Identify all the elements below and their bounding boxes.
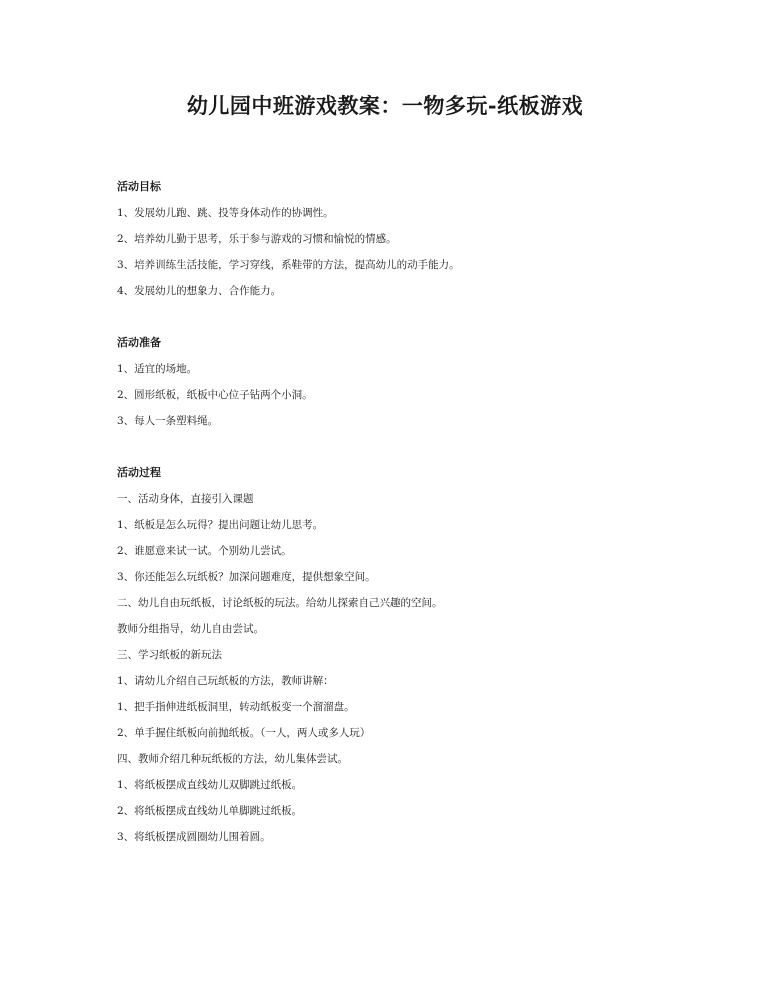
process-item: 2、单手握住纸板向前抛纸板。（一人，两人或多人玩） xyxy=(117,727,371,739)
section-activity-process xyxy=(117,466,677,856)
section-heading: 活动过程 xyxy=(117,466,161,479)
goal-item: 4、发展幼儿的想象力、合作能力。 xyxy=(117,285,282,297)
section-spacer xyxy=(117,440,677,466)
process-item: 一、活动身体，直接引入课题 xyxy=(117,493,254,505)
document-title: 幼儿园中班游戏教案：一物多玩-纸板游戏 xyxy=(186,93,584,118)
preparation-item: 3、每人一条塑料绳。 xyxy=(117,415,219,427)
process-item: 三、学习纸板的新玩法 xyxy=(117,649,222,661)
section-spacer xyxy=(117,310,677,336)
document-body xyxy=(117,180,677,856)
section-heading: 活动准备 xyxy=(117,336,161,349)
process-item: 3、将纸板摆成圆圈幼儿围着圆。 xyxy=(117,831,271,843)
goal-item: 2、培养幼儿勤于思考，乐于参与游戏的习惯和愉悦的情感。 xyxy=(117,233,397,245)
process-item: 二、幼儿自由玩纸板，讨论纸板的玩法。给幼儿探索自己兴趣的空间。 xyxy=(117,597,443,609)
section-heading: 活动目标 xyxy=(117,180,161,193)
process-item: 四、教师介绍几种玩纸板的方法，幼儿集体尝试。 xyxy=(117,753,348,765)
preparation-item: 1、适宜的场地。 xyxy=(117,363,198,375)
process-item: 1、将纸板摆成直线幼儿双脚跳过纸板。 xyxy=(117,779,303,791)
process-item: 1、把手指伸进纸板洞里，转动纸板变一个溜溜盘。 xyxy=(117,701,355,713)
process-item: 1、请幼儿介绍自己玩纸板的方法，教师讲解： xyxy=(117,675,334,687)
preparation-item: 2、圆形纸板，纸板中心位子钻两个小洞。 xyxy=(117,389,313,401)
section-activity-goals xyxy=(117,180,677,310)
process-item: 教师分组指导，幼儿自由尝试。 xyxy=(117,623,264,635)
process-item: 1、纸板是怎么玩得？提出问题让幼儿思考。 xyxy=(117,519,324,531)
process-item: 2、将纸板摆成直线幼儿单脚跳过纸板。 xyxy=(117,805,303,817)
goal-item: 3、培养训练生活技能，学习穿线，系鞋带的方法，提高幼儿的动手能力。 xyxy=(117,259,460,271)
process-item: 2、谁愿意来试一试。个别幼儿尝试。 xyxy=(117,545,292,557)
process-item: 3、你还能怎么玩纸板？加深问题难度，提供想象空间。 xyxy=(117,571,376,583)
goal-item: 1、发展幼儿跑、跳、投等身体动作的协调性。 xyxy=(117,207,334,219)
section-activity-preparation xyxy=(117,336,677,440)
